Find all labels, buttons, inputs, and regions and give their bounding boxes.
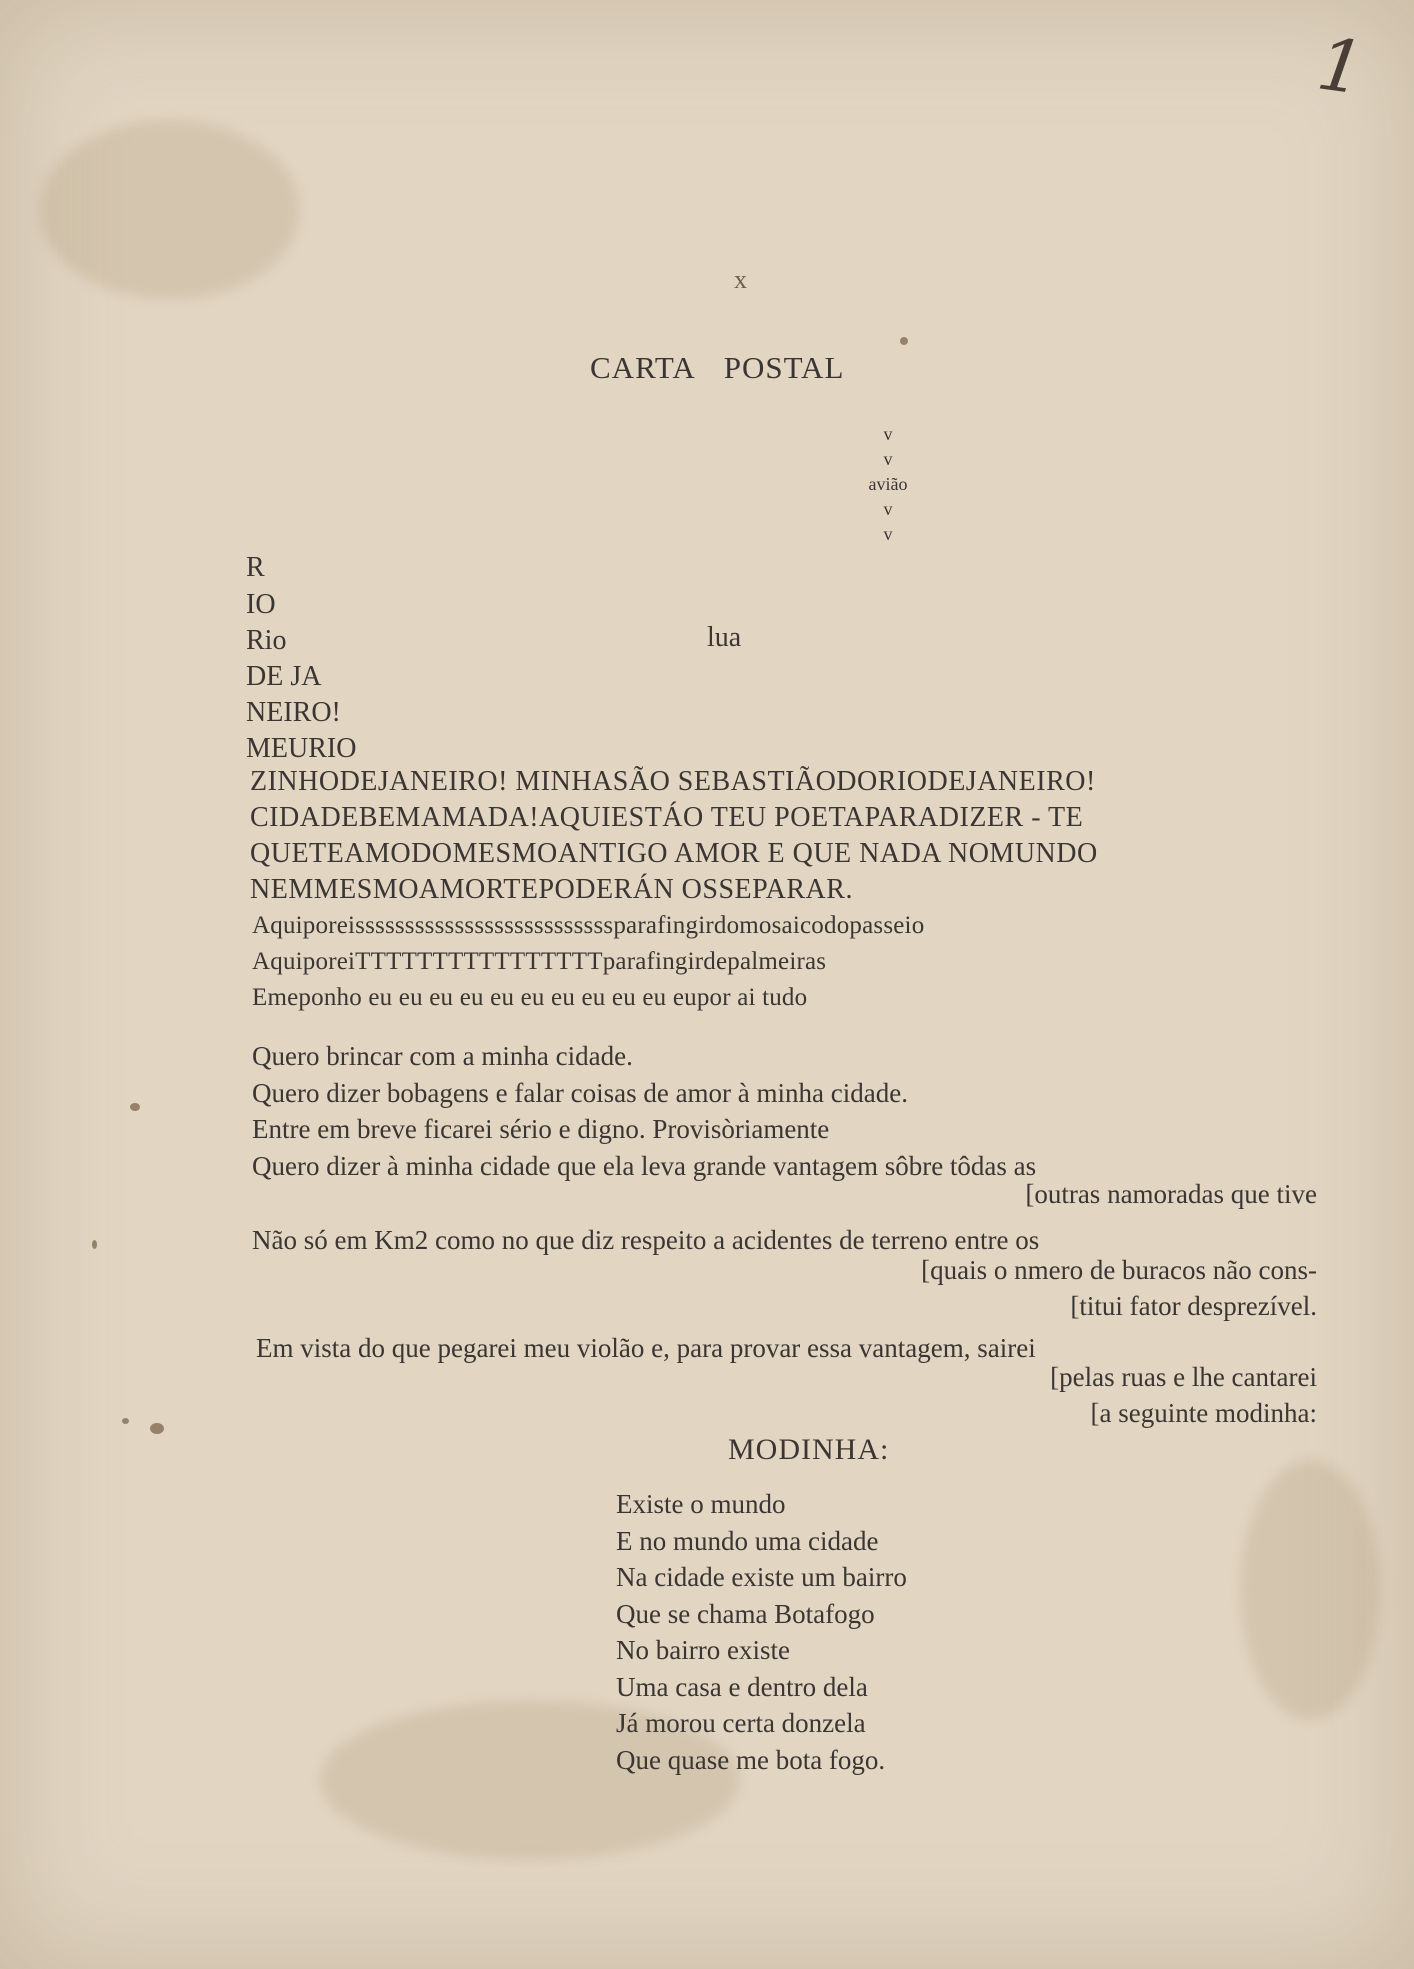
- poem-line: E no mundo uma cidade: [616, 1525, 879, 1556]
- arrow-mark: v: [883, 524, 893, 544]
- paper-stain: [1240, 1460, 1380, 1720]
- verse-line: Quero brincar com a minha cidade.: [252, 1041, 633, 1071]
- verse-line: Quero dizer à minha cidade que ela leva grande vantagem sôbre tôdas as: [252, 1151, 1037, 1181]
- typed-line: Emeponho eu eu eu eu eu eu eu eu eu eu eupor ai tudo: [252, 984, 808, 1011]
- stack-line: R: [246, 552, 265, 583]
- x-mark: x: [734, 265, 747, 294]
- verse-line: Em vista do que pegarei meu violão e, para provar essa vantagem, sairei: [256, 1333, 1036, 1363]
- stack-line: Rio: [246, 625, 287, 656]
- caps-line: ZINHODEJANEIRO! MINHASÃO SEBASTIÃODORIODEJANEIRO!: [250, 766, 1096, 797]
- modinha-poem: [616, 1486, 907, 1778]
- verse-continuation: [outras namoradas que tive: [1025, 1179, 1317, 1209]
- typed-line: AquiporeiTTTTTTTTTTTTTTTTparafingirdepalmeiras: [252, 948, 827, 975]
- verse-continuation: [a seguinte modinha:: [1090, 1398, 1317, 1428]
- title-word: CARTA: [590, 350, 696, 385]
- poem-line: Existe o mundo: [616, 1489, 786, 1519]
- verse-line: Entre em breve ficarei sério e digno. Provisòriamente: [252, 1114, 830, 1144]
- modinha-title: MODINHA:: [728, 1433, 890, 1466]
- caps-line: CIDADEBEMAMADA!AQUIESTÁO TEU POETAPARADIZER - TE: [250, 802, 1084, 833]
- aviao-label: avião: [868, 474, 908, 494]
- ink-spot: [130, 1103, 140, 1111]
- arrow-mark: v: [883, 499, 893, 519]
- caps-line: QUETEAMODOMESMOANTIGO AMOR E QUE NADA NOMUNDO: [250, 838, 1098, 869]
- title-word: POSTAL: [723, 350, 845, 385]
- ink-spot: [150, 1423, 164, 1434]
- poem-line: No bairro existe: [616, 1635, 790, 1665]
- stack-line: DE JA: [246, 661, 322, 692]
- page-title: [590, 350, 844, 386]
- caps-line: NEMMESMOAMORTEPODERÁN OSSEPARAR.: [250, 874, 853, 905]
- ink-spot: [900, 337, 908, 345]
- paper-stain: [40, 120, 300, 300]
- verse-line: Não só em Km2 como no que diz respeito a acidentes de terreno entre os: [252, 1225, 1040, 1255]
- arrow-mark: v: [883, 424, 893, 444]
- stack-line: NEIRO!: [246, 697, 341, 728]
- page-number: 1: [1312, 21, 1370, 111]
- verse-continuation: [quais o nmero de buracos não cons-: [921, 1255, 1317, 1285]
- poem-line: Que quase me bota fogo.: [616, 1744, 886, 1775]
- ink-spot: [122, 1418, 129, 1424]
- typed-line: Aquiporeissssssssssssssssssssssssssparafingirdomosaicodopasseio: [252, 912, 925, 939]
- poem-line: Uma casa e dentro dela: [616, 1671, 868, 1702]
- stack-line: IO: [246, 589, 276, 620]
- verse-continuation: [pelas ruas e lhe cantarei: [1050, 1362, 1317, 1392]
- poem-line: Que se chama Botafogo: [616, 1598, 875, 1629]
- verse-continuation: [titui fator desprezível.: [1070, 1291, 1317, 1321]
- ink-spot: [92, 1240, 97, 1249]
- poem-line: Já morou certa donzela: [616, 1708, 866, 1738]
- poem-line: Na cidade existe um bairro: [616, 1562, 907, 1592]
- lua-label: lua: [707, 622, 742, 653]
- verse-line: Quero dizer bobagens e falar coisas de amor à minha cidade.: [252, 1078, 908, 1108]
- arrow-mark: v: [883, 449, 893, 469]
- stack-line: MEURIO: [246, 733, 357, 764]
